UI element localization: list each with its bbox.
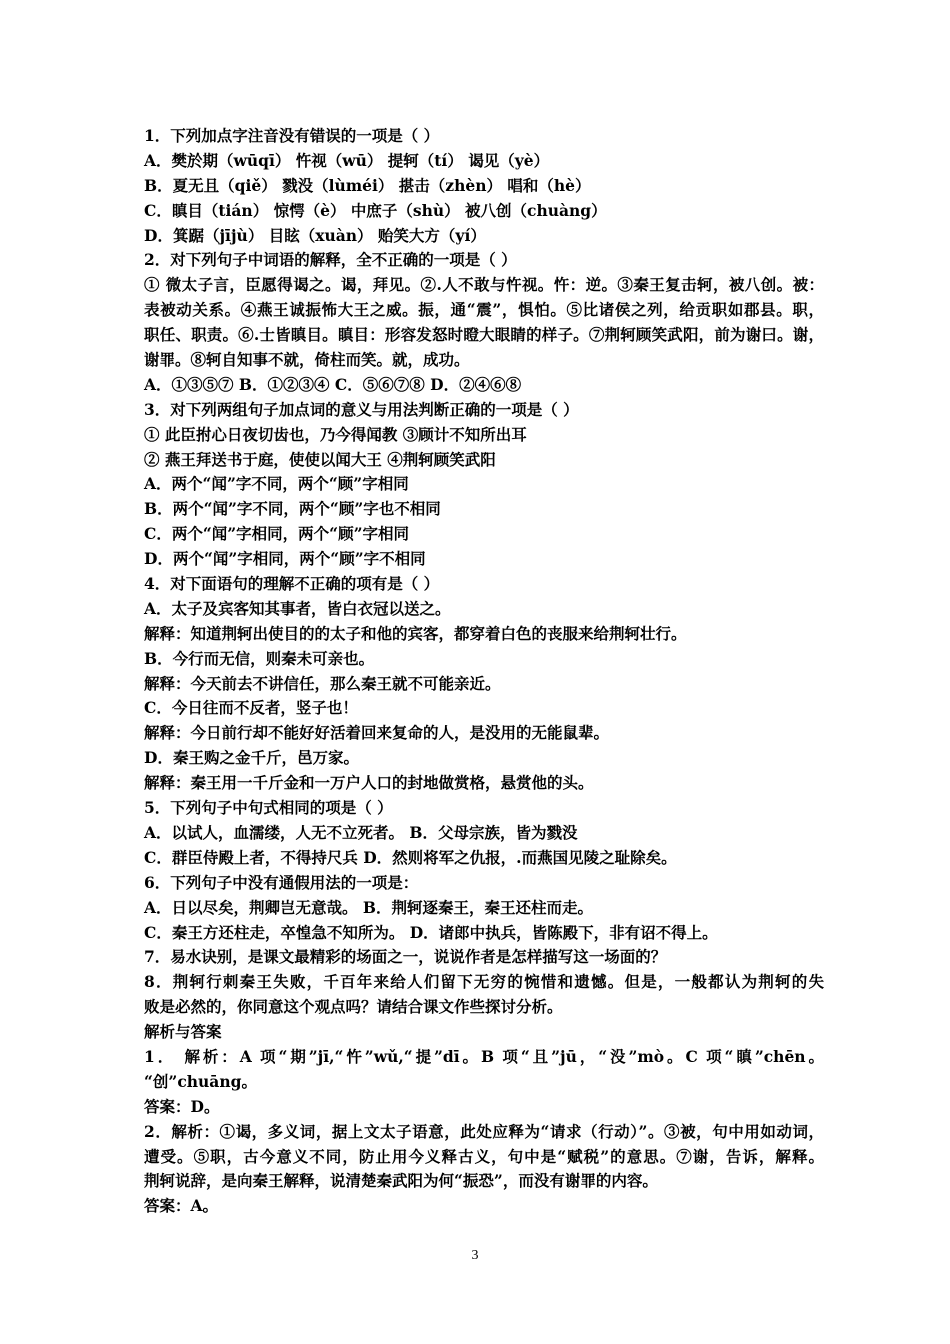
question-2-text-line: 职任、职责。⑥.士皆瞋目。瞋目：形容发怒时瞪大眼睛的样子。⑦荆轲顾笑武阳，前为谢曰。谢， xyxy=(144,325,824,345)
question-1-option-c: C．瞋目（tián） 惊愕（è） 中庶子（shù） 被八创（chuàng） xyxy=(144,200,607,220)
answer-2-answer: 答案：A。 xyxy=(144,1196,219,1216)
question-5-options-ab: A．以试人，血濡缕，人无不立死者。 B．父母宗族，皆为戮没 xyxy=(144,822,578,842)
question-1-option-d: D．箕踞（jījù） 目眩（xuàn） 贻笑大方（yí） xyxy=(144,225,486,245)
answers-heading: 解析与答案 xyxy=(144,1022,222,1042)
question-4-explanation-b: 解释：今天前去不讲信任，那么秦王就不可能亲近。 xyxy=(144,673,501,693)
question-4-explanation-a: 解释：知道荆轲出使目的的太子和他的宾客，都穿着白色的丧服来给荆轲壮行。 xyxy=(144,623,687,643)
answer-2-explanation: 2．解析：①谒，多义词，据上文太子语意，此处应释为“请求（行动）”。③被，句中用如动词， xyxy=(144,1121,824,1141)
answer-1-explanation-continued: “创”chuāng。 xyxy=(144,1071,257,1091)
question-7-stem: 7．易水诀别，是课文最精彩的场面之一，说说作者是怎样描写这一场面的？ xyxy=(144,947,667,967)
question-4-explanation-c: 解释：今日前行却不能好好活着回来复命的人，是没用的无能鼠辈。 xyxy=(144,723,610,743)
question-2-text-line: ① 微太子言，臣愿得谒之。谒，拜见。②.人不敢与忤视。忤：逆。③秦王复击轲，被八创。被： xyxy=(144,275,824,295)
question-3-option-b: B．两个“闻”字不同，两个“顾”字也不相同 xyxy=(144,499,441,519)
answer-1-answer: 答案：D。 xyxy=(144,1096,220,1116)
question-3-option-a: A．两个“闻”字不同，两个“顾”字相同 xyxy=(144,474,409,494)
question-4-stem: 4．对下面语句的理解不正确的项有是（ ） xyxy=(144,574,440,594)
answer-2-explanation: 荆轲说辞，是向秦王解释，说清楚秦武阳为何“振恐”，而没有谢罪的内容。 xyxy=(144,1171,658,1191)
question-8-stem-continued: 败是必然的，你同意这个观点吗？请结合课文作些探讨分析。 xyxy=(144,997,563,1017)
answer-2-explanation: 遭受。⑤职，古今意义不同，防止用今义释古义，句中是“赋税”的意思。⑦谢，告诉，解释。 xyxy=(144,1146,824,1166)
answer-1-explanation: 1． 解析：A 项“期”jī,“忤”wǔ,“提”dī。B 项“且”jū，“没”mò。C 项“瞋”chēn。 xyxy=(144,1046,824,1066)
question-3-sentences: ① 此臣拊心日夜切齿也，乃今得闻教 ③顾计不知所出耳 xyxy=(144,424,527,444)
question-8-stem: 8．荆轲行刺秦王失败，千百年来给人们留下无穷的惋惜和遗憾。但是，一般都认为荆轲的失 xyxy=(144,972,824,992)
question-3-option-d: D．两个“闻”字相同，两个“顾”字不相同 xyxy=(144,549,426,569)
question-4-option-a: A．太子及宾客知其事者，皆白衣冠以送之。 xyxy=(144,598,451,618)
question-4-option-b: B．今行而无信，则秦未可亲也。 xyxy=(144,648,375,668)
question-4-explanation-d: 解释：秦王用一千斤金和一万户人口的封地做赏格，悬赏他的头。 xyxy=(144,773,594,793)
question-3-stem: 3．对下列两组句子加点词的意义与用法判断正确的一项是（ ） xyxy=(144,399,579,419)
question-6-options-cd: C．秦王方还柱走，卒惶急不知所为。 D．诸郎中执兵，皆陈殿下，非有诏不得上。 xyxy=(144,922,718,942)
question-3-sentences: ② 燕王拜送书于庭，使使以闻大王 ④荆轲顾笑武阳 xyxy=(144,449,496,469)
question-5-options-cd: C．群臣侍殿上者，不得持尺兵 D．然则将军之仇报，.而燕国见陵之耻除矣。 xyxy=(144,847,677,867)
question-2-stem: 2．对下列句子中词语的解释，全不正确的一项是（ ） xyxy=(144,250,517,270)
question-2-text-line: 谢罪。⑧轲自知事不就，倚柱而笑。就，成功。 xyxy=(144,350,470,370)
question-5-stem: 5．下列句子中句式相同的项是（ ） xyxy=(144,798,393,818)
question-2-text-line: 表被动关系。④燕王诚振怖大王之威。振，通“震”，惧怕。⑤比诸侯之列，给贡职如郡县。职， xyxy=(144,300,824,320)
question-6-stem: 6．下列句子中没有通假用法的一项是： xyxy=(144,872,419,892)
question-4-option-c: C．今日往而不反者，竖子也！ xyxy=(144,698,358,718)
question-1-option-a: A．樊於期（wūqī） 忤视（wū） 提轲（tí） 谒见（yè） xyxy=(144,150,550,170)
question-1-option-b: B．夏无且（qiě） 戮没（lùméi） 揕击（zhèn） 唱和（hè） xyxy=(144,175,591,195)
question-1-stem: 1．下列加点字注音没有错误的一项是（ ） xyxy=(144,126,440,145)
question-4-option-d: D．秦王购之金千斤，邑万家。 xyxy=(144,748,359,768)
page-number: 3 xyxy=(471,1248,479,1263)
document-body xyxy=(144,124,824,1219)
question-6-options-ab: A．日以尽矣，荆卿岂无意哉。 B．荆轲逐秦王，秦王还柱而走。 xyxy=(144,897,594,917)
question-2-options: A．①③⑤⑦ B．①②③④ C．⑤⑥⑦⑧ D．②④⑥⑧ xyxy=(144,374,522,394)
question-3-option-c: C．两个“闻”字相同，两个“顾”字相同 xyxy=(144,524,409,544)
